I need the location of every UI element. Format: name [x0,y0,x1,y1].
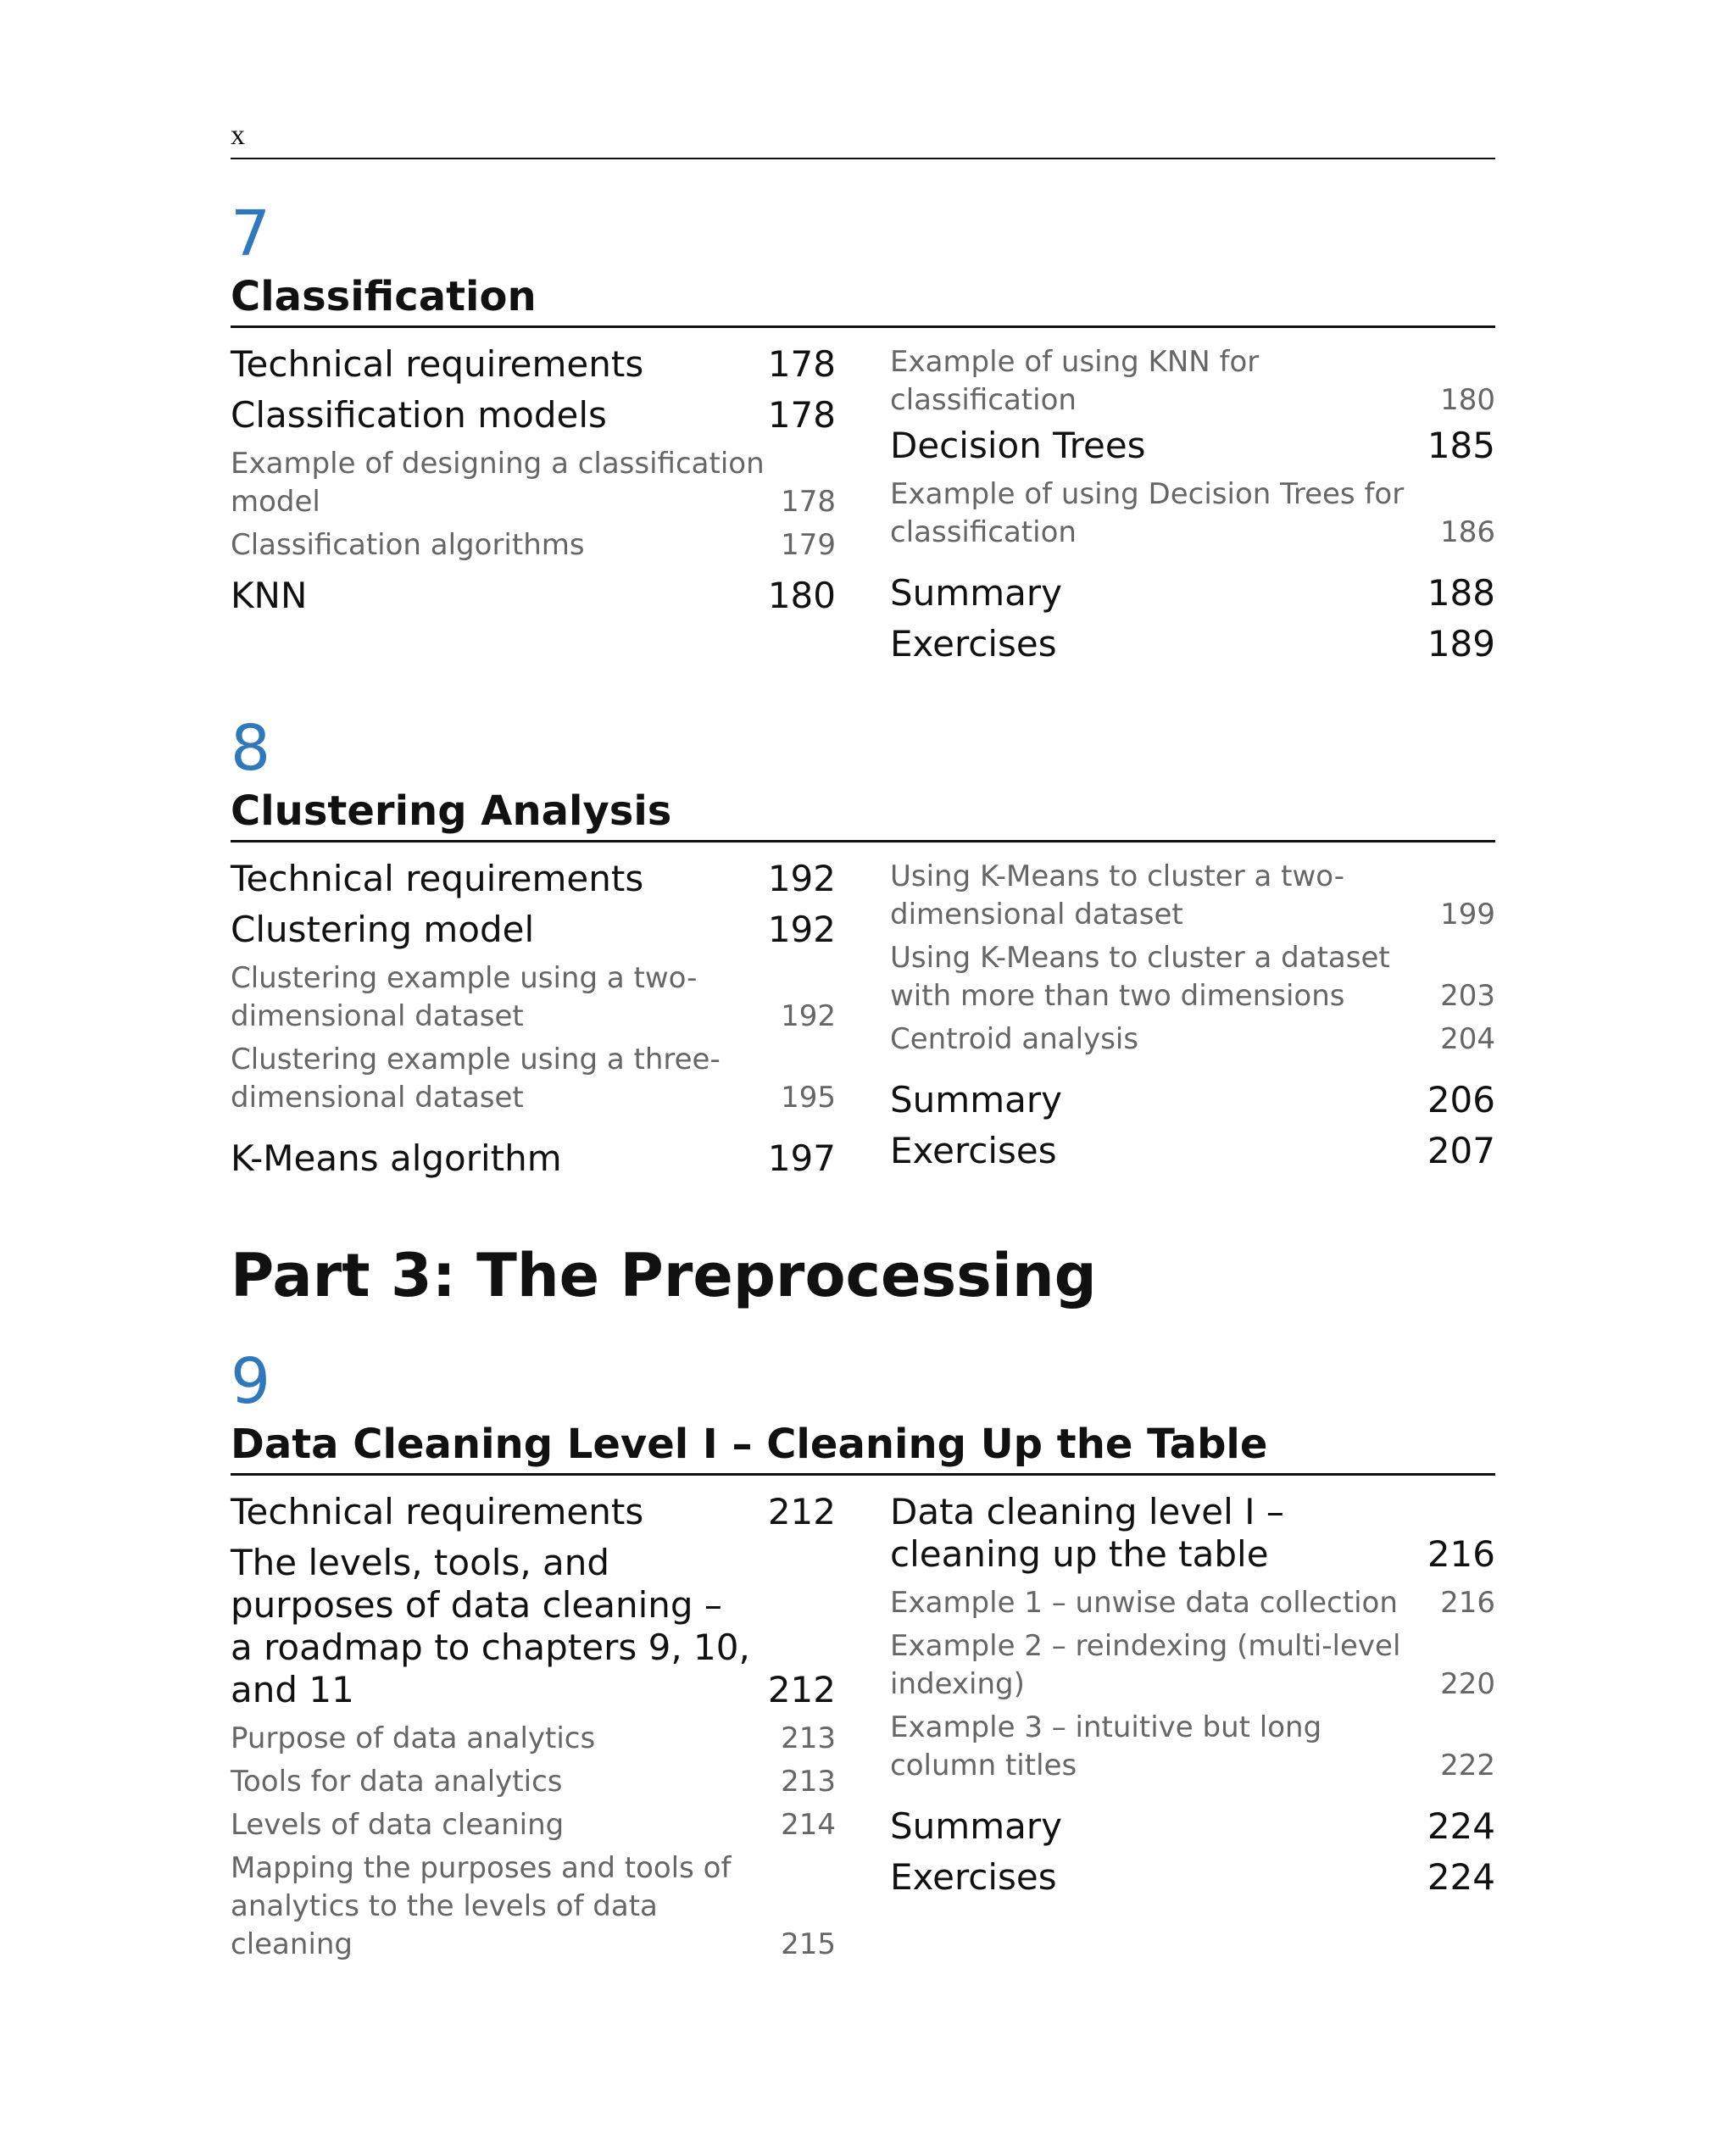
chapter-number: 9 [231,1345,271,1418]
entry-page: 216 [1427,1533,1495,1575]
toc-subentry[interactable] [231,1041,836,1117]
entry-page: 192 [767,858,836,899]
entry-page: 180 [767,575,836,616]
toc-entry[interactable] [231,394,836,437]
entry-title: Example of using KNN for classification [890,345,1260,417]
toc-subentry[interactable] [890,1627,1495,1704]
toc-right-column [890,1491,1495,1969]
entry-title: Summary [890,1079,1062,1121]
entry-page: 213 [781,1765,836,1799]
entry-title: Centroid analysis [890,1022,1139,1056]
toc-entry[interactable] [890,623,1495,665]
entry-page: 220 [1440,1667,1495,1701]
toc-entry[interactable] [890,1491,1495,1576]
entry-page: 212 [767,1491,836,1532]
entry-title: Decision Trees [890,425,1146,466]
entry-page: 216 [1440,1586,1495,1620]
entry-page: 204 [1440,1022,1495,1056]
entry-page: 189 [1427,623,1495,665]
toc-entry[interactable] [890,425,1495,467]
toc-entry[interactable] [231,575,836,617]
entry-title: Tools for data analytics [231,1765,563,1799]
entry-title: Exercises [890,1130,1057,1171]
entry-page: 180 [1440,383,1495,417]
entry-title: Classification models [231,394,607,436]
entry-title: Mapping the purposes and tools of analytics to the levels of data cleaning [231,1851,732,1961]
toc-subentry[interactable] [890,1020,1495,1059]
entry-page: 224 [1427,1805,1495,1847]
entry-title: Classification algorithms [231,528,585,562]
toc-entry[interactable] [890,572,1495,614]
entry-page: 197 [767,1137,836,1179]
part-title[interactable]: Part 3: The Preprocessing [231,1241,1097,1310]
toc-entry[interactable] [890,1856,1495,1899]
entry-title: Exercises [890,623,1057,665]
toc-columns [231,1491,1495,1969]
toc-subentry[interactable] [890,1584,1495,1622]
chapter-title[interactable]: Clustering Analysis [231,784,1495,842]
entry-page: 186 [1440,515,1495,549]
entry-page: 213 [781,1721,836,1755]
entry-title: Clustering example using a two-dimensional dataset [231,961,698,1033]
entry-title: KNN [231,575,308,616]
chapter-title[interactable]: Classification [231,270,1495,328]
toc-columns [231,858,1495,1188]
chapter-number: 8 [231,712,271,785]
toc-subentry[interactable] [231,1849,836,1964]
entry-page: 178 [781,485,836,519]
entry-title: Technical requirements [231,343,644,385]
toc-subentry[interactable] [890,475,1495,552]
entry-page: 188 [1427,572,1495,614]
entry-page: 192 [781,999,836,1033]
entry-title: Example of using Decision Trees for classification [890,477,1405,549]
entry-page: 224 [1427,1856,1495,1898]
toc-columns [231,343,1495,674]
entry-title: Example 3 – intuitive but long column titles [890,1710,1322,1782]
entry-title: Example 1 – unwise data collection [890,1586,1398,1620]
toc-entry[interactable] [231,1542,836,1711]
toc-right-column [890,858,1495,1188]
entry-title: Using K-Means to cluster a two-dimensional dataset [890,859,1344,931]
chapter-9 [231,1346,1495,1969]
entry-title: Summary [890,572,1062,614]
toc-left-column [231,343,836,674]
toc-subentry[interactable] [231,1806,836,1844]
toc-entry[interactable] [231,909,836,951]
entry-title: The levels, tools, and purposes of data cleaning – a roadmap to chapters 9, 10, and 11 [231,1542,750,1710]
toc-right-column [890,343,1495,674]
entry-page: 179 [781,528,836,562]
toc-subentry[interactable] [890,1709,1495,1785]
entry-title: Exercises [890,1856,1057,1898]
page-content [231,117,1495,1969]
entry-page: 195 [781,1081,836,1115]
entry-title: Technical requirements [231,1491,644,1532]
entry-page: 212 [767,1669,836,1710]
entry-title: Data cleaning level I – cleaning up the table [890,1491,1284,1575]
toc-entry[interactable] [231,1137,836,1180]
toc-subentry[interactable] [231,526,836,564]
entry-page: 214 [781,1808,836,1842]
chapter-title[interactable]: Data Cleaning Level I – Cleaning Up the Table [231,1417,1495,1476]
entry-title: Levels of data cleaning [231,1808,565,1842]
entry-title: Clustering model [231,909,535,950]
chapter-7 [231,198,1495,674]
toc-entry[interactable] [890,1079,1495,1121]
toc-left-column [231,1491,836,1969]
toc-left-column [231,858,836,1188]
entry-page: 207 [1427,1130,1495,1171]
entry-page: 178 [767,343,836,385]
entry-page: 206 [1427,1079,1495,1121]
entry-title: Purpose of data analytics [231,1721,596,1755]
entry-page: 203 [1440,979,1495,1013]
entry-page: 215 [781,1927,836,1961]
entry-title: Summary [890,1805,1062,1847]
toc-entry[interactable] [231,343,836,386]
running-head: x [231,117,1495,159]
entry-title: K-Means algorithm [231,1137,562,1179]
entry-page: 178 [767,394,836,436]
toc-subentry[interactable] [890,858,1495,934]
entry-page: 192 [767,909,836,950]
toc-entry[interactable] [231,858,836,900]
toc-entry[interactable] [890,1805,1495,1848]
toc-subentry[interactable] [231,1720,836,1758]
entry-title: Example of designing a classification model [231,447,765,519]
toc-entry[interactable] [890,1130,1495,1172]
toc-subentry[interactable] [231,1763,836,1801]
entry-title: Using K-Means to cluster a dataset with more than two dimensions [890,941,1390,1013]
chapter-8 [231,713,1495,1188]
toc-subentry[interactable] [890,343,1495,420]
entry-page: 199 [1440,898,1495,931]
toc-subentry[interactable] [231,959,836,1036]
toc-entry[interactable] [231,1491,836,1533]
entry-page: 222 [1440,1749,1495,1782]
chapter-number: 7 [231,197,271,270]
entry-title: Technical requirements [231,858,644,899]
toc-subentry[interactable] [231,445,836,521]
entry-title: Example 2 – reindexing (multi-level indexing) [890,1629,1401,1701]
entry-title: Clustering example using a three-dimensional dataset [231,1043,721,1115]
toc-subentry[interactable] [890,939,1495,1015]
entry-page: 185 [1427,425,1495,466]
